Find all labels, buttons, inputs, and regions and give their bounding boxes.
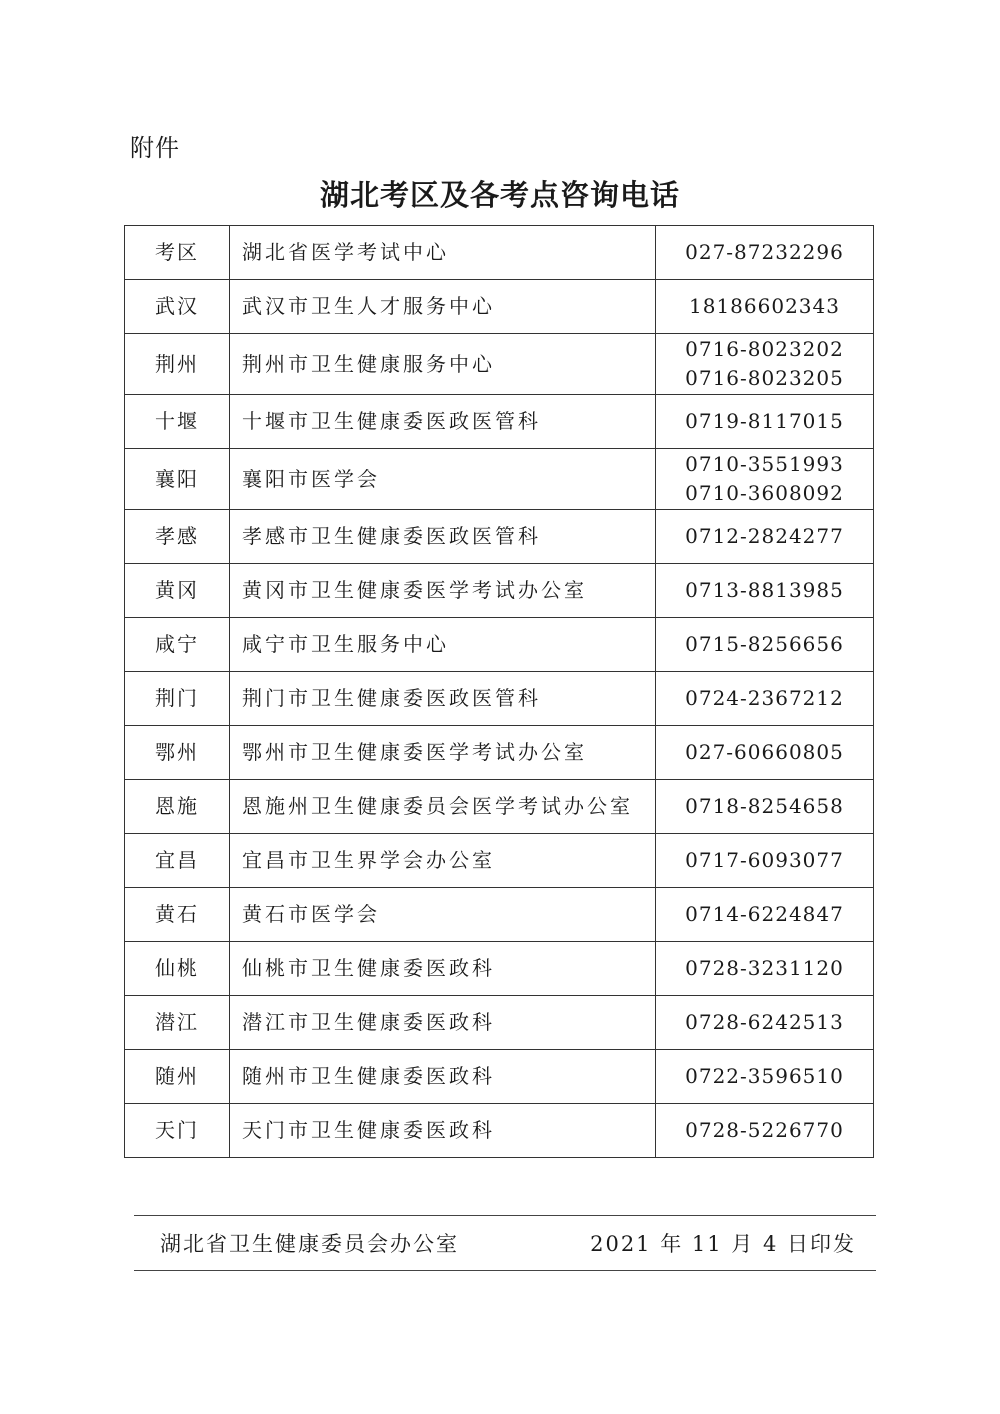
- phone-cell: [656, 780, 874, 834]
- phone-number: 0724-2367212: [685, 686, 844, 710]
- table-row: [125, 510, 874, 564]
- phone-cell: [656, 334, 874, 395]
- phone-cell: [656, 888, 874, 942]
- footer-issuer: 湖北省卫生健康委员会办公室: [160, 1232, 459, 1256]
- unit-cell: 湖北省医学考试中心: [230, 226, 656, 280]
- phone-cell: [656, 996, 874, 1050]
- phone-number: 0728-5226770: [685, 1118, 844, 1142]
- unit-cell: 荆州市卫生健康服务中心: [230, 334, 656, 395]
- area-cell: 仙桃: [125, 942, 230, 996]
- phone-cell: [656, 564, 874, 618]
- area-cell: 宜昌: [125, 834, 230, 888]
- phone-number: 0718-8254658: [685, 794, 844, 818]
- area-cell: 恩施: [125, 780, 230, 834]
- unit-cell: 宜昌市卫生界学会办公室: [230, 834, 656, 888]
- area-cell: 天门: [125, 1104, 230, 1158]
- phone-number: 027-60660805: [685, 740, 844, 764]
- table-row: [125, 395, 874, 449]
- phone-cell: [656, 618, 874, 672]
- phone-number: 0710-3551993: [685, 452, 844, 476]
- table-row: [125, 672, 874, 726]
- area-cell: 武汉: [125, 280, 230, 334]
- phone-cell: [656, 726, 874, 780]
- table-row: [125, 449, 874, 510]
- phone-cell: [656, 226, 874, 280]
- table-row: [125, 618, 874, 672]
- document-title: 湖北考区及各考点咨询电话: [319, 178, 680, 212]
- area-cell: 考区: [125, 226, 230, 280]
- table-row: [125, 834, 874, 888]
- area-cell: 随州: [125, 1050, 230, 1104]
- phone-cell: [656, 834, 874, 888]
- unit-cell: 黄冈市卫生健康委医学考试办公室: [230, 564, 656, 618]
- unit-cell: 潜江市卫生健康委医政科: [230, 996, 656, 1050]
- unit-cell: 鄂州市卫生健康委医学考试办公室: [230, 726, 656, 780]
- unit-cell: 天门市卫生健康委医政科: [230, 1104, 656, 1158]
- unit-cell: 黄石市医学会: [230, 888, 656, 942]
- area-cell: 荆州: [125, 334, 230, 395]
- phone-number: 0716-8023202: [685, 337, 844, 361]
- phone-cell: [656, 510, 874, 564]
- unit-cell: 荆门市卫生健康委医政医管科: [230, 672, 656, 726]
- unit-cell: 仙桃市卫生健康委医政科: [230, 942, 656, 996]
- area-cell: 咸宁: [125, 618, 230, 672]
- phone-number: 0714-6224847: [685, 902, 844, 926]
- area-cell: 荆门: [125, 672, 230, 726]
- table-row: [125, 564, 874, 618]
- area-cell: 鄂州: [125, 726, 230, 780]
- phone-number: 0728-3231120: [685, 956, 844, 980]
- contact-table-body: [125, 226, 874, 1158]
- phone-cell: [656, 395, 874, 449]
- footer-issue-date: 2021 年 11 月 4 日印发: [590, 1232, 856, 1256]
- unit-cell: 十堰市卫生健康委医政医管科: [230, 395, 656, 449]
- phone-number: 0719-8117015: [685, 409, 844, 433]
- phone-number: 18186602343: [689, 294, 840, 318]
- area-cell: 孝感: [125, 510, 230, 564]
- phone-number: 0715-8256656: [685, 632, 844, 656]
- unit-cell: 咸宁市卫生服务中心: [230, 618, 656, 672]
- area-cell: 十堰: [125, 395, 230, 449]
- phone-number: 0728-6242513: [685, 1010, 844, 1034]
- table-row: [125, 942, 874, 996]
- table-row: [125, 1050, 874, 1104]
- table-row: [125, 280, 874, 334]
- footer-top-rule: [134, 1215, 876, 1216]
- table-row: [125, 1104, 874, 1158]
- phone-cell: [656, 280, 874, 334]
- unit-cell: 随州市卫生健康委医政科: [230, 1050, 656, 1104]
- phone-number: 027-87232296: [685, 240, 844, 264]
- table-row: [125, 334, 874, 395]
- area-cell: 黄石: [125, 888, 230, 942]
- contact-table: [124, 225, 874, 1158]
- table-row: [125, 726, 874, 780]
- phone-cell: [656, 672, 874, 726]
- phone-number: 0712-2824277: [685, 524, 844, 548]
- phone-number: 0716-8023205: [685, 366, 844, 390]
- phone-number: 0717-6093077: [685, 848, 844, 872]
- table-row: [125, 996, 874, 1050]
- phone-number: 0722-3596510: [685, 1064, 844, 1088]
- footer-bottom-rule: [134, 1270, 876, 1271]
- phone-cell: [656, 449, 874, 510]
- table-row: [125, 226, 874, 280]
- phone-cell: [656, 1104, 874, 1158]
- area-cell: 潜江: [125, 996, 230, 1050]
- attachment-label: 附件: [130, 134, 180, 162]
- phone-number: 0710-3608092: [685, 481, 844, 505]
- table-row: [125, 888, 874, 942]
- table-row: [125, 780, 874, 834]
- unit-cell: 恩施州卫生健康委员会医学考试办公室: [230, 780, 656, 834]
- unit-cell: 孝感市卫生健康委医政医管科: [230, 510, 656, 564]
- phone-number: 0713-8813985: [685, 578, 844, 602]
- area-cell: 襄阳: [125, 449, 230, 510]
- unit-cell: 襄阳市医学会: [230, 449, 656, 510]
- phone-cell: [656, 1050, 874, 1104]
- phone-cell: [656, 942, 874, 996]
- unit-cell: 武汉市卫生人才服务中心: [230, 280, 656, 334]
- area-cell: 黄冈: [125, 564, 230, 618]
